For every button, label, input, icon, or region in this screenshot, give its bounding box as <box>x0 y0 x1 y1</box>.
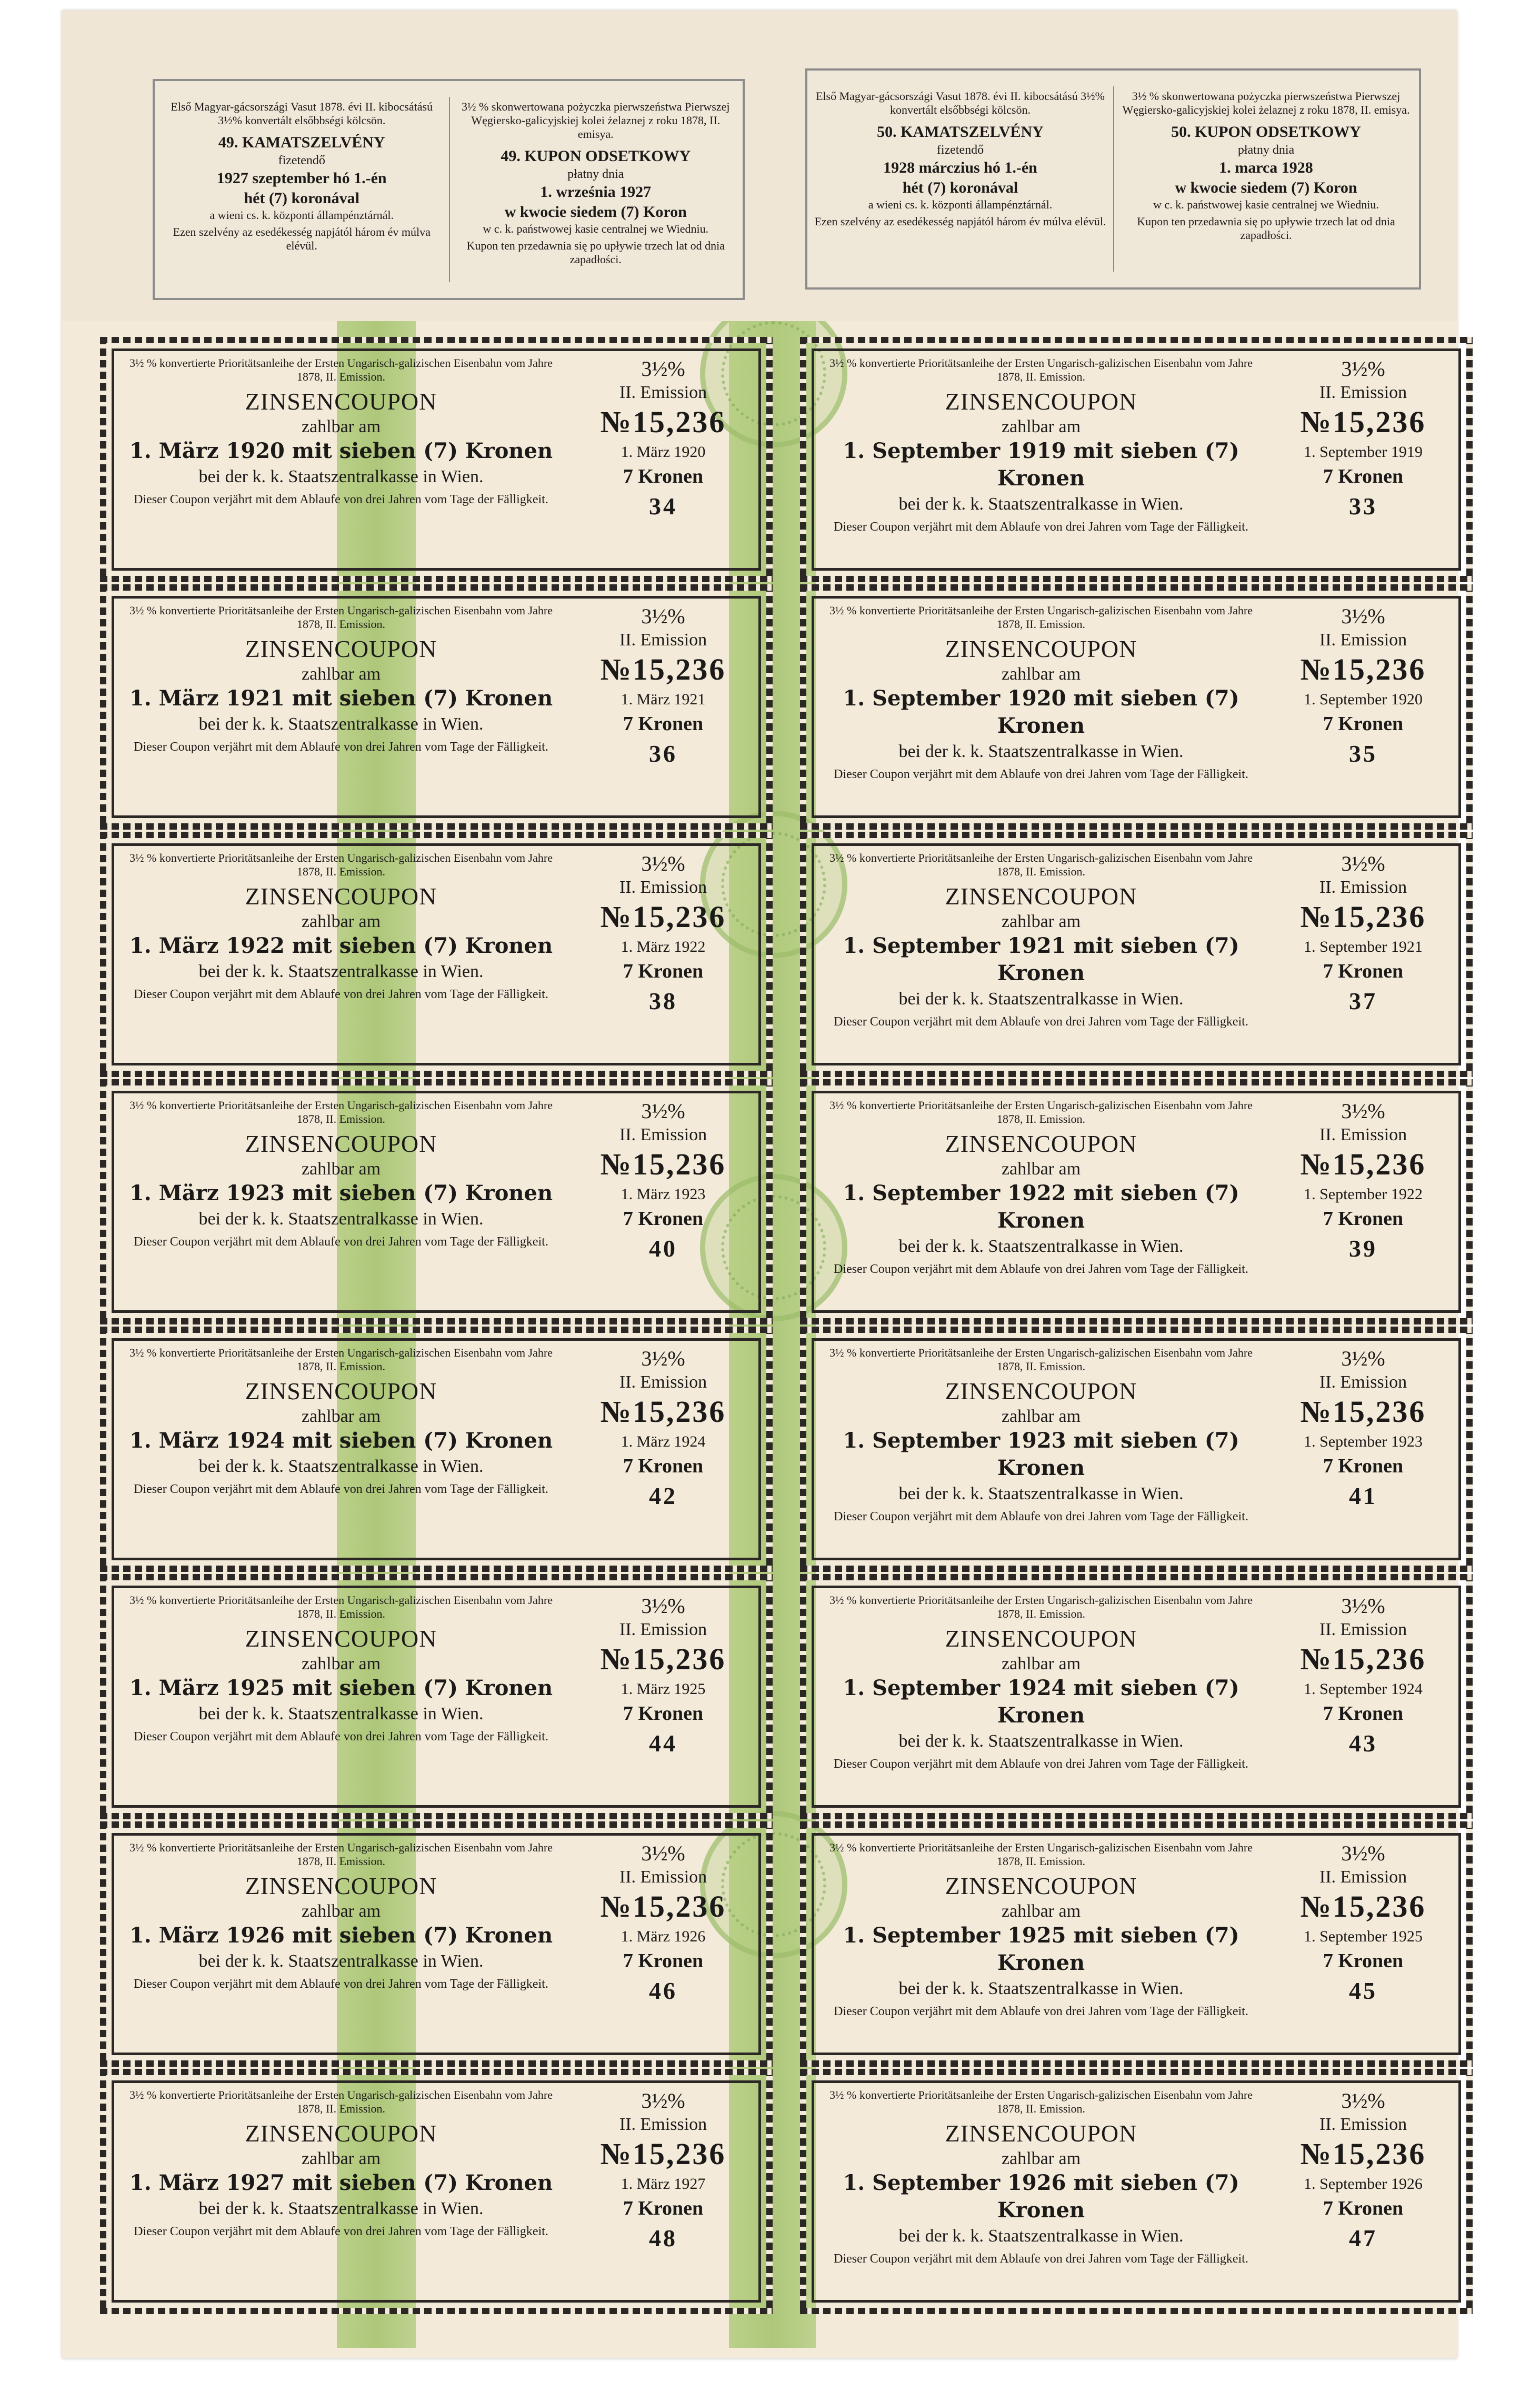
payable-label: zahlbar am <box>301 664 381 684</box>
bond-number: №15,236 <box>1300 2137 1426 2171</box>
coupon-text-block <box>123 2088 559 2239</box>
coupon-side-block <box>571 1346 755 1511</box>
coupon-frame <box>812 1338 1461 1560</box>
due-date-line: 1. September 1925 mit sieben (7) Kronen <box>843 1923 1239 1975</box>
coupon-issuer-text: 3½ % konvertierte Prioritätsanleihe der Ersten Ungarisch-galizischen Eisenbahn vom Jahre 1878, II. Emission. <box>129 2088 553 2115</box>
coupon-title: ZINSENCOUPON <box>945 1625 1137 1652</box>
payable-label: zahlbar am <box>1001 417 1081 436</box>
coupon-title: ZINSENCOUPON <box>245 635 437 662</box>
interest-coupon <box>100 337 773 582</box>
coupon-frame <box>112 1091 761 1313</box>
amount-text: hét (7) koronával <box>244 190 359 207</box>
payment-place: bei der k. k. Staatszentralkasse in Wien. <box>898 1979 1184 1998</box>
short-due-date: 1. September 1924 <box>1304 1680 1423 1698</box>
payable-label: zahlbar am <box>301 912 381 931</box>
emission-label: II. Emission <box>1319 630 1407 650</box>
coupon-index: 40 <box>649 1235 677 1262</box>
coupon-title: ZINSENCOUPON <box>245 2120 437 2147</box>
coupon-title: ZINSENCOUPON <box>945 883 1137 910</box>
payable-label: zahlbar am <box>301 2149 381 2168</box>
due-date-line: 1. März 1923 mit sieben (7) Kronen <box>129 1181 553 1206</box>
payment-place: a wieni cs. k. központi állampénztárnál. <box>868 198 1053 211</box>
coupon-index: 42 <box>649 1482 677 1509</box>
expiry-note: Dieser Coupon verjährt mit dem Ablaufe von drei Jahren vom Tage der Fälligkeit. <box>834 2252 1248 2266</box>
due-date-line: 1. März 1926 mit sieben (7) Kronen <box>129 1923 553 1948</box>
short-due-date: 1. September 1925 <box>1304 1928 1423 1945</box>
payment-place: bei der k. k. Staatszentralkasse in Wien. <box>198 962 484 981</box>
coupon-title: ZINSENCOUPON <box>245 388 437 415</box>
bond-number: №15,236 <box>1300 1642 1426 1676</box>
expiry-note: Ezen szelvény az esedékesség napjától három év múlva elévül. <box>814 215 1106 228</box>
coupon-issuer-text: 3½ % konvertierte Prioritätsanleihe der Ersten Ungarisch-galizischen Eisenbahn vom Jahre 1878, II. Emission. <box>829 851 1253 878</box>
payable-label: fizetendő <box>936 143 984 157</box>
interest-coupon <box>800 1327 1473 1572</box>
payment-place: bei der k. k. Staatszentralkasse in Wien. <box>898 989 1184 1009</box>
interest-coupon <box>800 2069 1473 2314</box>
coupon-frame <box>812 596 1461 818</box>
short-due-date: 1. März 1920 <box>621 443 706 461</box>
coupon-text-block <box>823 2088 1259 2266</box>
coupon-frame <box>112 1338 761 1560</box>
due-date: 1927 szeptember hó 1.-én <box>216 170 387 187</box>
emission-label: II. Emission <box>619 1125 707 1144</box>
coupon-text-block <box>123 1593 559 1744</box>
interest-rate: 3½% <box>641 1594 685 1618</box>
payable-label: zahlbar am <box>1001 1654 1081 1673</box>
coupon-issuer-text: 3½ % konvertierte Prioritätsanleihe der Ersten Ungarisch-galizischen Eisenbahn vom Jahre 1878, II. Emission. <box>829 2088 1253 2115</box>
interest-rate: 3½% <box>1341 852 1385 875</box>
coupon-issuer-text: 3½ % konvertierte Prioritätsanleihe der Ersten Ungarisch-galizischen Eisenbahn vom Jahre 1878, II. Emission. <box>829 1841 1253 1868</box>
coupon-frame <box>112 2080 761 2303</box>
coupon-issuer-text: 3½ % konvertierte Prioritätsanleihe der Ersten Ungarisch-galizischen Eisenbahn vom Jahre 1878, II. Emission. <box>129 1346 553 1373</box>
due-date-line: 1. September 1923 mit sieben (7) Kronen <box>843 1428 1239 1480</box>
coupon-issuer-text: 3½ % konvertierte Prioritätsanleihe der Ersten Ungarisch-galizischen Eisenbahn vom Jahre 1878, II. Emission. <box>829 356 1253 383</box>
coupon-frame <box>812 1833 1461 2055</box>
coupon-amount: 7 Kronen <box>623 465 704 487</box>
coupon-side-block <box>1271 851 1455 1017</box>
coupon-text-block <box>123 851 559 1002</box>
expiry-note: Dieser Coupon verjährt mit dem Ablaufe von drei Jahren vom Tage der Fälligkeit. <box>134 1730 548 1744</box>
due-date-line: 1. März 1922 mit sieben (7) Kronen <box>129 933 553 958</box>
short-due-date: 1. September 1923 <box>1304 1433 1423 1450</box>
coupon-title: ZINSENCOUPON <box>245 1872 437 1899</box>
coupon-index: 47 <box>1349 2225 1377 2252</box>
emission-label: II. Emission <box>1319 1125 1407 1144</box>
coupon-side-block <box>1271 1593 1455 1759</box>
payable-label: zahlbar am <box>1001 1901 1081 1921</box>
coupon-title: ZINSENCOUPON <box>945 635 1137 662</box>
payment-place: w c. k. państwowej kasie centralnej we Wiedniu. <box>1153 198 1379 211</box>
payment-place: bei der k. k. Staatszentralkasse in Wien. <box>198 1951 484 1971</box>
expiry-note: Dieser Coupon verjährt mit dem Ablaufe von drei Jahren vom Tage der Fälligkeit. <box>134 740 548 754</box>
payment-place: bei der k. k. Staatszentralkasse in Wien. <box>898 1731 1184 1751</box>
expiry-note: Ezen szelvény az esedékesség napjától három év múlva elévül. <box>173 225 431 252</box>
payable-label: zahlbar am <box>301 1901 381 1921</box>
coupon-issuer-text: 3½ % konvertierte Prioritätsanleihe der Ersten Ungarisch-galizischen Eisenbahn vom Jahre 1878, II. Emission. <box>829 1099 1253 1125</box>
payment-place: bei der k. k. Staatszentralkasse in Wien. <box>898 742 1184 761</box>
short-due-date: 1. März 1922 <box>621 938 706 955</box>
payment-place: bei der k. k. Staatszentralkasse in Wien. <box>198 467 484 486</box>
payable-label: płatny dnia <box>1237 143 1295 157</box>
coupon-text-block <box>823 604 1259 782</box>
due-date-line: 1. März 1927 mit sieben (7) Kronen <box>129 2170 553 2195</box>
due-date-line: 1. September 1926 mit sieben (7) Kronen <box>843 2170 1239 2223</box>
interest-rate: 3½% <box>641 604 685 628</box>
amount-text: hét (7) koronával <box>902 179 1018 196</box>
due-date: 1928 márczius hó 1.-én <box>883 159 1037 176</box>
interest-coupon <box>800 337 1473 582</box>
payable-label: zahlbar am <box>301 417 381 436</box>
coupon-index: 45 <box>1349 1977 1377 2004</box>
issuer-text: Első Magyar-gácsországi Vasut 1878. évi II. kibocsátású 3½% konvertált elsőbbségi kölcsön. <box>815 89 1105 116</box>
coupon-side-block <box>1271 1841 1455 2006</box>
coupon-index: 34 <box>649 493 677 520</box>
payable-label: zahlbar am <box>1001 912 1081 931</box>
coupon-text-block <box>823 1346 1259 1524</box>
interest-coupon <box>800 1574 1473 1819</box>
expiry-note: Dieser Coupon verjährt mit dem Ablaufe von drei Jahren vom Tage der Fälligkeit. <box>834 2005 1248 2018</box>
coupon-index: 35 <box>1349 740 1377 767</box>
short-due-date: 1. März 1924 <box>621 1433 706 1450</box>
interest-coupon <box>100 2069 773 2314</box>
issuer-text: 3½ % skonwertowana pożyczka pierwszeństwa Pierwszej Węgiersko-galicyjskiej kolei żelaznej z roku 1878, II. emisya. <box>1122 89 1410 116</box>
payable-label: zahlbar am <box>301 1654 381 1673</box>
coupon-frame <box>812 1091 1461 1313</box>
short-due-date: 1. März 1923 <box>621 1185 706 1203</box>
payable-label: zahlbar am <box>1001 1159 1081 1179</box>
coupon-title: ZINSENCOUPON <box>245 1625 437 1652</box>
coupon-title: ZINSENCOUPON <box>945 1378 1137 1404</box>
interest-coupon <box>100 1821 773 2067</box>
coupon-text-block <box>823 1099 1259 1277</box>
bond-number: №15,236 <box>600 1642 726 1676</box>
coupon-index: 43 <box>1349 1730 1377 1757</box>
bond-number: №15,236 <box>1300 1889 1426 1924</box>
due-date-line: 1. September 1922 mit sieben (7) Kronen <box>843 1181 1239 1233</box>
hungarian-text-block <box>814 89 1107 228</box>
coupon-title: ZINSENCOUPON <box>245 883 437 910</box>
due-date-line: 1. März 1921 mit sieben (7) Kronen <box>129 686 553 711</box>
interest-rate: 3½% <box>641 852 685 875</box>
top-coupon <box>153 79 745 300</box>
coupon-title: 50. KUPON ODSETKOWY <box>1171 123 1361 141</box>
polish-text-block <box>455 100 737 266</box>
coupon-amount: 7 Kronen <box>1323 960 1404 982</box>
payment-place: bei der k. k. Staatszentralkasse in Wien. <box>198 1704 484 1724</box>
interest-rate: 3½% <box>1341 604 1385 628</box>
interest-rate: 3½% <box>1341 1594 1385 1618</box>
short-due-date: 1. März 1925 <box>621 1680 706 1698</box>
coupon-text-block <box>823 1841 1259 2019</box>
coupon-issuer-text: 3½ % konvertierte Prioritätsanleihe der Ersten Ungarisch-galizischen Eisenbahn vom Jahre 1878, II. Emission. <box>129 851 553 878</box>
due-date-line: 1. September 1920 mit sieben (7) Kronen <box>843 686 1239 738</box>
interest-rate: 3½% <box>641 1099 685 1123</box>
short-due-date: 1. September 1920 <box>1304 691 1423 708</box>
payable-label: zahlbar am <box>301 1407 381 1426</box>
interest-coupon <box>800 584 1473 830</box>
coupon-side-block <box>571 1593 755 1759</box>
coupon-issuer-text: 3½ % konvertierte Prioritätsanleihe der Ersten Ungarisch-galizischen Eisenbahn vom Jahre 1878, II. Emission. <box>129 604 553 631</box>
interest-coupon <box>100 832 773 1077</box>
coupon-amount: 7 Kronen <box>1323 1455 1404 1477</box>
coupon-title: ZINSENCOUPON <box>945 1872 1137 1899</box>
amount-text: w kwocie siedem (7) Koron <box>504 203 687 221</box>
polish-text-block <box>1119 89 1413 242</box>
due-date: 1. września 1927 <box>540 183 652 201</box>
emission-label: II. Emission <box>1319 383 1407 402</box>
coupon-title: ZINSENCOUPON <box>945 2120 1137 2147</box>
expiry-note: Dieser Coupon verjährt mit dem Ablaufe von drei Jahren vom Tage der Fälligkeit. <box>834 1262 1248 1276</box>
coupon-amount: 7 Kronen <box>623 1455 704 1477</box>
emission-label: II. Emission <box>619 383 707 402</box>
coupon-title: ZINSENCOUPON <box>245 1378 437 1404</box>
expiry-note: Dieser Coupon verjährt mit dem Ablaufe von drei Jahren vom Tage der Fälligkeit. <box>134 988 548 1001</box>
coupon-issuer-text: 3½ % konvertierte Prioritätsanleihe der Ersten Ungarisch-galizischen Eisenbahn vom Jahre 1878, II. Emission. <box>129 1841 553 1868</box>
interest-coupon <box>800 1079 1473 1324</box>
coupon-title: 50. KAMATSZELVÉNY <box>877 123 1044 141</box>
coupon-issuer-text: 3½ % konvertierte Prioritätsanleihe der Ersten Ungarisch-galizischen Eisenbahn vom Jahre 1878, II. Emission. <box>129 1099 553 1125</box>
expiry-note: Dieser Coupon verjährt mit dem Ablaufe von drei Jahren vom Tage der Fälligkeit. <box>134 1977 548 1991</box>
payment-place: bei der k. k. Staatszentralkasse in Wien. <box>898 1484 1184 1503</box>
coupon-index: 48 <box>649 2225 677 2252</box>
short-due-date: 1. September 1926 <box>1304 2175 1423 2193</box>
short-due-date: 1. September 1919 <box>1304 443 1423 461</box>
bond-number: №15,236 <box>600 1147 726 1181</box>
coupon-side-block <box>571 356 755 522</box>
coupon-frame <box>112 348 761 571</box>
top-coupon <box>805 68 1421 290</box>
interest-coupon <box>100 584 773 830</box>
coupon-text-block <box>823 1593 1259 1771</box>
due-date-line: 1. März 1925 mit sieben (7) Kronen <box>129 1676 553 1700</box>
bond-number: №15,236 <box>600 652 726 686</box>
emission-label: II. Emission <box>619 1867 707 1887</box>
short-due-date: 1. März 1927 <box>621 2175 706 2193</box>
emission-label: II. Emission <box>619 1620 707 1639</box>
emission-label: II. Emission <box>619 1372 707 1392</box>
expiry-note: Dieser Coupon verjährt mit dem Ablaufe von drei Jahren vom Tage der Fälligkeit. <box>834 1510 1248 1523</box>
payable-label: zahlbar am <box>301 1159 381 1179</box>
due-date-line: 1. September 1924 mit sieben (7) Kronen <box>843 1676 1239 1728</box>
coupon-title: 49. KUPON ODSETKOWY <box>501 147 691 165</box>
payable-label: fizetendő <box>278 154 325 167</box>
coupon-text-block <box>123 356 559 507</box>
coupon-issuer-text: 3½ % konvertierte Prioritätsanleihe der Ersten Ungarisch-galizischen Eisenbahn vom Jahre 1878, II. Emission. <box>129 1593 553 1620</box>
coupon-title: 49. KAMATSZELVÉNY <box>218 134 385 151</box>
short-due-date: 1. März 1921 <box>621 691 706 708</box>
coupon-amount: 7 Kronen <box>623 2197 704 2219</box>
coupon-index: 46 <box>649 1977 677 2004</box>
coupon-amount: 7 Kronen <box>623 960 704 982</box>
expiry-note: Dieser Coupon verjährt mit dem Ablaufe von drei Jahren vom Tage der Fälligkeit. <box>834 520 1248 534</box>
interest-rate: 3½% <box>641 1841 685 1865</box>
coupon-amount: 7 Kronen <box>623 1702 704 1725</box>
emission-label: II. Emission <box>619 630 707 650</box>
bond-number: №15,236 <box>600 405 726 439</box>
coupon-index: 41 <box>1349 1482 1377 1509</box>
payment-place: bei der k. k. Staatszentralkasse in Wien. <box>198 1209 484 1229</box>
emission-label: II. Emission <box>1319 1372 1407 1392</box>
interest-coupon <box>100 1079 773 1324</box>
coupon-side-block <box>571 1099 755 1264</box>
interest-rate: 3½% <box>641 2089 685 2113</box>
payable-label: zahlbar am <box>1001 2149 1081 2168</box>
interest-rate: 3½% <box>1341 1099 1385 1123</box>
expiry-note: Dieser Coupon verjährt mit dem Ablaufe von drei Jahren vom Tage der Fälligkeit. <box>134 493 548 506</box>
coupon-side-block <box>571 604 755 769</box>
issuer-text: 3½ % skonwertowana pożyczka pierwszeństwa Pierwszej Węgiersko-galicyjskiej kolei żelaznej z roku 1878, II. emisya. <box>462 100 730 141</box>
payable-label: zahlbar am <box>1001 664 1081 684</box>
hungarian-text-block <box>161 100 443 253</box>
emission-label: II. Emission <box>1319 1620 1407 1639</box>
coupon-side-block <box>1271 1346 1455 1511</box>
due-date-line: 1. März 1920 mit sieben (7) Kronen <box>129 439 553 463</box>
coupon-side-block <box>571 1841 755 2006</box>
payment-place: bei der k. k. Staatszentralkasse in Wien. <box>898 1237 1184 1256</box>
short-due-date: 1. September 1921 <box>1304 938 1423 955</box>
expiry-note: Dieser Coupon verjährt mit dem Ablaufe von drei Jahren vom Tage der Fälligkeit. <box>834 768 1248 781</box>
coupon-frame <box>812 2080 1461 2303</box>
coupon-side-block <box>1271 1099 1455 1264</box>
expiry-note: Dieser Coupon verjährt mit dem Ablaufe von drei Jahren vom Tage der Fälligkeit. <box>834 1757 1248 1771</box>
amount-text: w kwocie siedem (7) Koron <box>1175 179 1357 196</box>
expiry-note: Kupon ten przedawnia się po upływie trzech lat od dnia zapadłości. <box>1137 215 1395 242</box>
payment-place: bei der k. k. Staatszentralkasse in Wien. <box>198 714 484 734</box>
payment-place: bei der k. k. Staatszentralkasse in Wien. <box>198 2199 484 2218</box>
coupon-amount: 7 Kronen <box>1323 465 1404 487</box>
coupon-text-block <box>123 1841 559 1991</box>
coupon-frame <box>812 843 1461 1065</box>
emission-label: II. Emission <box>619 878 707 897</box>
bond-number: №15,236 <box>1300 405 1426 439</box>
expiry-note: Dieser Coupon verjährt mit dem Ablaufe von drei Jahren vom Tage der Fälligkeit. <box>134 1235 548 1249</box>
coupon-side-block <box>571 851 755 1017</box>
coupon-issuer-text: 3½ % konvertierte Prioritätsanleihe der Ersten Ungarisch-galizischen Eisenbahn vom Jahre 1878, II. Emission. <box>829 604 1253 631</box>
coupon-amount: 7 Kronen <box>1323 2197 1404 2219</box>
interest-rate: 3½% <box>1341 2089 1385 2113</box>
coupon-side-block <box>1271 2088 1455 2254</box>
payment-place: bei der k. k. Staatszentralkasse in Wien. <box>898 2226 1184 2246</box>
coupon-frame <box>112 843 761 1065</box>
panel-divider <box>1113 86 1114 272</box>
coupon-text-block <box>123 604 559 754</box>
coupon-text-block <box>123 1346 559 1497</box>
coupon-text-block <box>823 851 1259 1029</box>
coupon-frame <box>812 348 1461 571</box>
payable-label: zahlbar am <box>1001 1407 1081 1426</box>
coupon-issuer-text: 3½ % konvertierte Prioritätsanleihe der Ersten Ungarisch-galizischen Eisenbahn vom Jahre 1878, II. Emission. <box>829 1346 1253 1373</box>
expiry-note: Dieser Coupon verjährt mit dem Ablaufe von drei Jahren vom Tage der Fälligkeit. <box>134 2225 548 2238</box>
bond-number: №15,236 <box>600 2137 726 2171</box>
emission-label: II. Emission <box>619 2115 707 2134</box>
payment-place: bei der k. k. Staatszentralkasse in Wien. <box>198 1457 484 1476</box>
emission-label: II. Emission <box>1319 2115 1407 2134</box>
coupon-frame <box>812 1586 1461 1808</box>
coupon-side-block <box>1271 604 1455 769</box>
interest-rate: 3½% <box>1341 357 1385 381</box>
interest-coupon <box>800 1821 1473 2067</box>
coupon-issuer-text: 3½ % konvertierte Prioritätsanleihe der Ersten Ungarisch-galizischen Eisenbahn vom Jahre 1878, II. Emission. <box>129 356 553 383</box>
coupon-text-block <box>823 356 1259 534</box>
due-date-line: 1. März 1924 mit sieben (7) Kronen <box>129 1428 553 1453</box>
expiry-note: Dieser Coupon verjährt mit dem Ablaufe von drei Jahren vom Tage der Fälligkeit. <box>834 1015 1248 1029</box>
due-date-line: 1. September 1919 mit sieben (7) Kronen <box>843 439 1239 491</box>
coupon-amount: 7 Kronen <box>1323 1702 1404 1725</box>
expiry-note: Dieser Coupon verjährt mit dem Ablaufe von drei Jahren vom Tage der Fälligkeit. <box>134 1482 548 1496</box>
interest-coupon <box>800 832 1473 1077</box>
short-due-date: 1. September 1922 <box>1304 1185 1423 1203</box>
coupon-text-block <box>123 1099 559 1249</box>
coupon-frame <box>112 1586 761 1808</box>
coupon-index: 36 <box>649 740 677 767</box>
panel-divider <box>449 97 450 282</box>
coupon-side-block <box>1271 356 1455 522</box>
coupon-amount: 7 Kronen <box>1323 1950 1404 1972</box>
expiry-note: Kupon ten przedawnia się po upływie trzech lat od dnia zapadłości. <box>466 239 725 266</box>
emission-label: II. Emission <box>1319 878 1407 897</box>
coupon-amount: 7 Kronen <box>623 1208 704 1230</box>
bond-number: №15,236 <box>600 1889 726 1924</box>
interest-rate: 3½% <box>641 357 685 381</box>
coupon-issuer-text: 3½ % konvertierte Prioritätsanleihe der Ersten Ungarisch-galizischen Eisenbahn vom Jahre 1878, II. Emission. <box>829 1593 1253 1620</box>
interest-coupon <box>100 1327 773 1572</box>
payable-label: płatny dnia <box>567 167 624 181</box>
interest-rate: 3½% <box>641 1347 685 1370</box>
coupon-index: 44 <box>649 1730 677 1757</box>
interest-coupon <box>100 1574 773 1819</box>
payment-place: w c. k. państwowej kasie centralnej we Wiedniu. <box>483 222 709 235</box>
coupon-amount: 7 Kronen <box>623 1950 704 1972</box>
coupon-amount: 7 Kronen <box>1323 1208 1404 1230</box>
issuer-text: Első Magyar-gácsországi Vasut 1878. évi II. kibocsátású 3½% konvertált elsőbbségi kölcsön. <box>171 100 433 127</box>
coupon-index: 38 <box>649 988 677 1014</box>
emission-label: II. Emission <box>1319 1867 1407 1887</box>
coupon-side-block <box>571 2088 755 2254</box>
due-date-line: 1. September 1921 mit sieben (7) Kronen <box>843 933 1239 985</box>
due-date: 1. marca 1928 <box>1219 159 1313 176</box>
coupon-title: ZINSENCOUPON <box>245 1130 437 1157</box>
interest-rate: 3½% <box>1341 1841 1385 1865</box>
bond-number: №15,236 <box>600 1394 726 1429</box>
coupon-frame <box>112 1833 761 2055</box>
short-due-date: 1. März 1926 <box>621 1928 706 1945</box>
coupon-title: ZINSENCOUPON <box>945 388 1137 415</box>
coupon-index: 39 <box>1349 1235 1377 1262</box>
coupon-title: ZINSENCOUPON <box>945 1130 1137 1157</box>
bond-number: №15,236 <box>1300 1394 1426 1429</box>
coupon-index: 33 <box>1349 493 1377 520</box>
coupon-index: 37 <box>1349 988 1377 1014</box>
coupon-amount: 7 Kronen <box>623 713 704 735</box>
bond-number: №15,236 <box>600 900 726 934</box>
bond-number: №15,236 <box>1300 900 1426 934</box>
bond-number: №15,236 <box>1300 1147 1426 1181</box>
coupon-amount: 7 Kronen <box>1323 713 1404 735</box>
payment-place: bei der k. k. Staatszentralkasse in Wien. <box>898 494 1184 514</box>
bond-number: №15,236 <box>1300 652 1426 686</box>
payment-place: a wieni cs. k. központi állampénztárnál. <box>209 208 394 222</box>
interest-rate: 3½% <box>1341 1347 1385 1370</box>
coupon-frame <box>112 596 761 818</box>
